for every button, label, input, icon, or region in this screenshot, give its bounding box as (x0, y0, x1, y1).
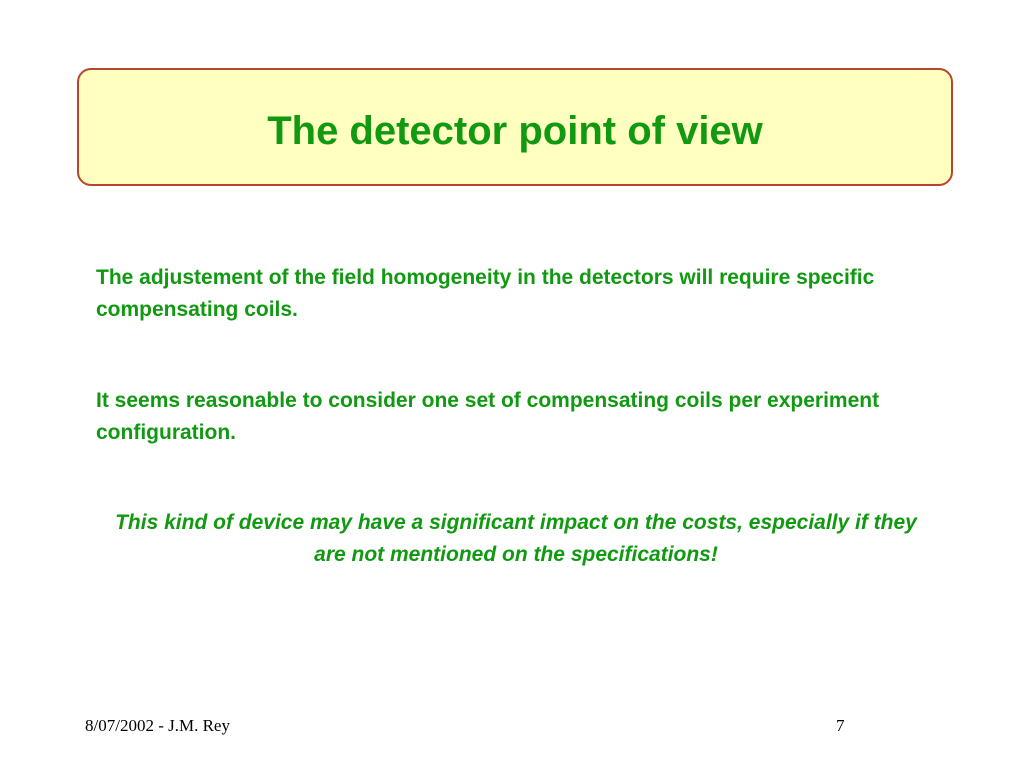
paragraph-field-homogeneity: The adjustement of the field homogeneity in the detectors will require specific compensating coils. (96, 266, 875, 321)
slide-title: The detector point of view (267, 108, 763, 153)
paragraph-cost-impact: This kind of device may have a significant impact on the costs, especially if they are not mentioned on the specifications! (115, 511, 917, 566)
footer-date-author: 8/07/2002 - J.M. Rey (85, 716, 230, 735)
footer-page-number: 7 (836, 716, 845, 735)
paragraph-compensating-coils: It seems reasonable to consider one set of compensating coils per experiment configuration. (96, 389, 880, 444)
title-box (77, 68, 953, 186)
